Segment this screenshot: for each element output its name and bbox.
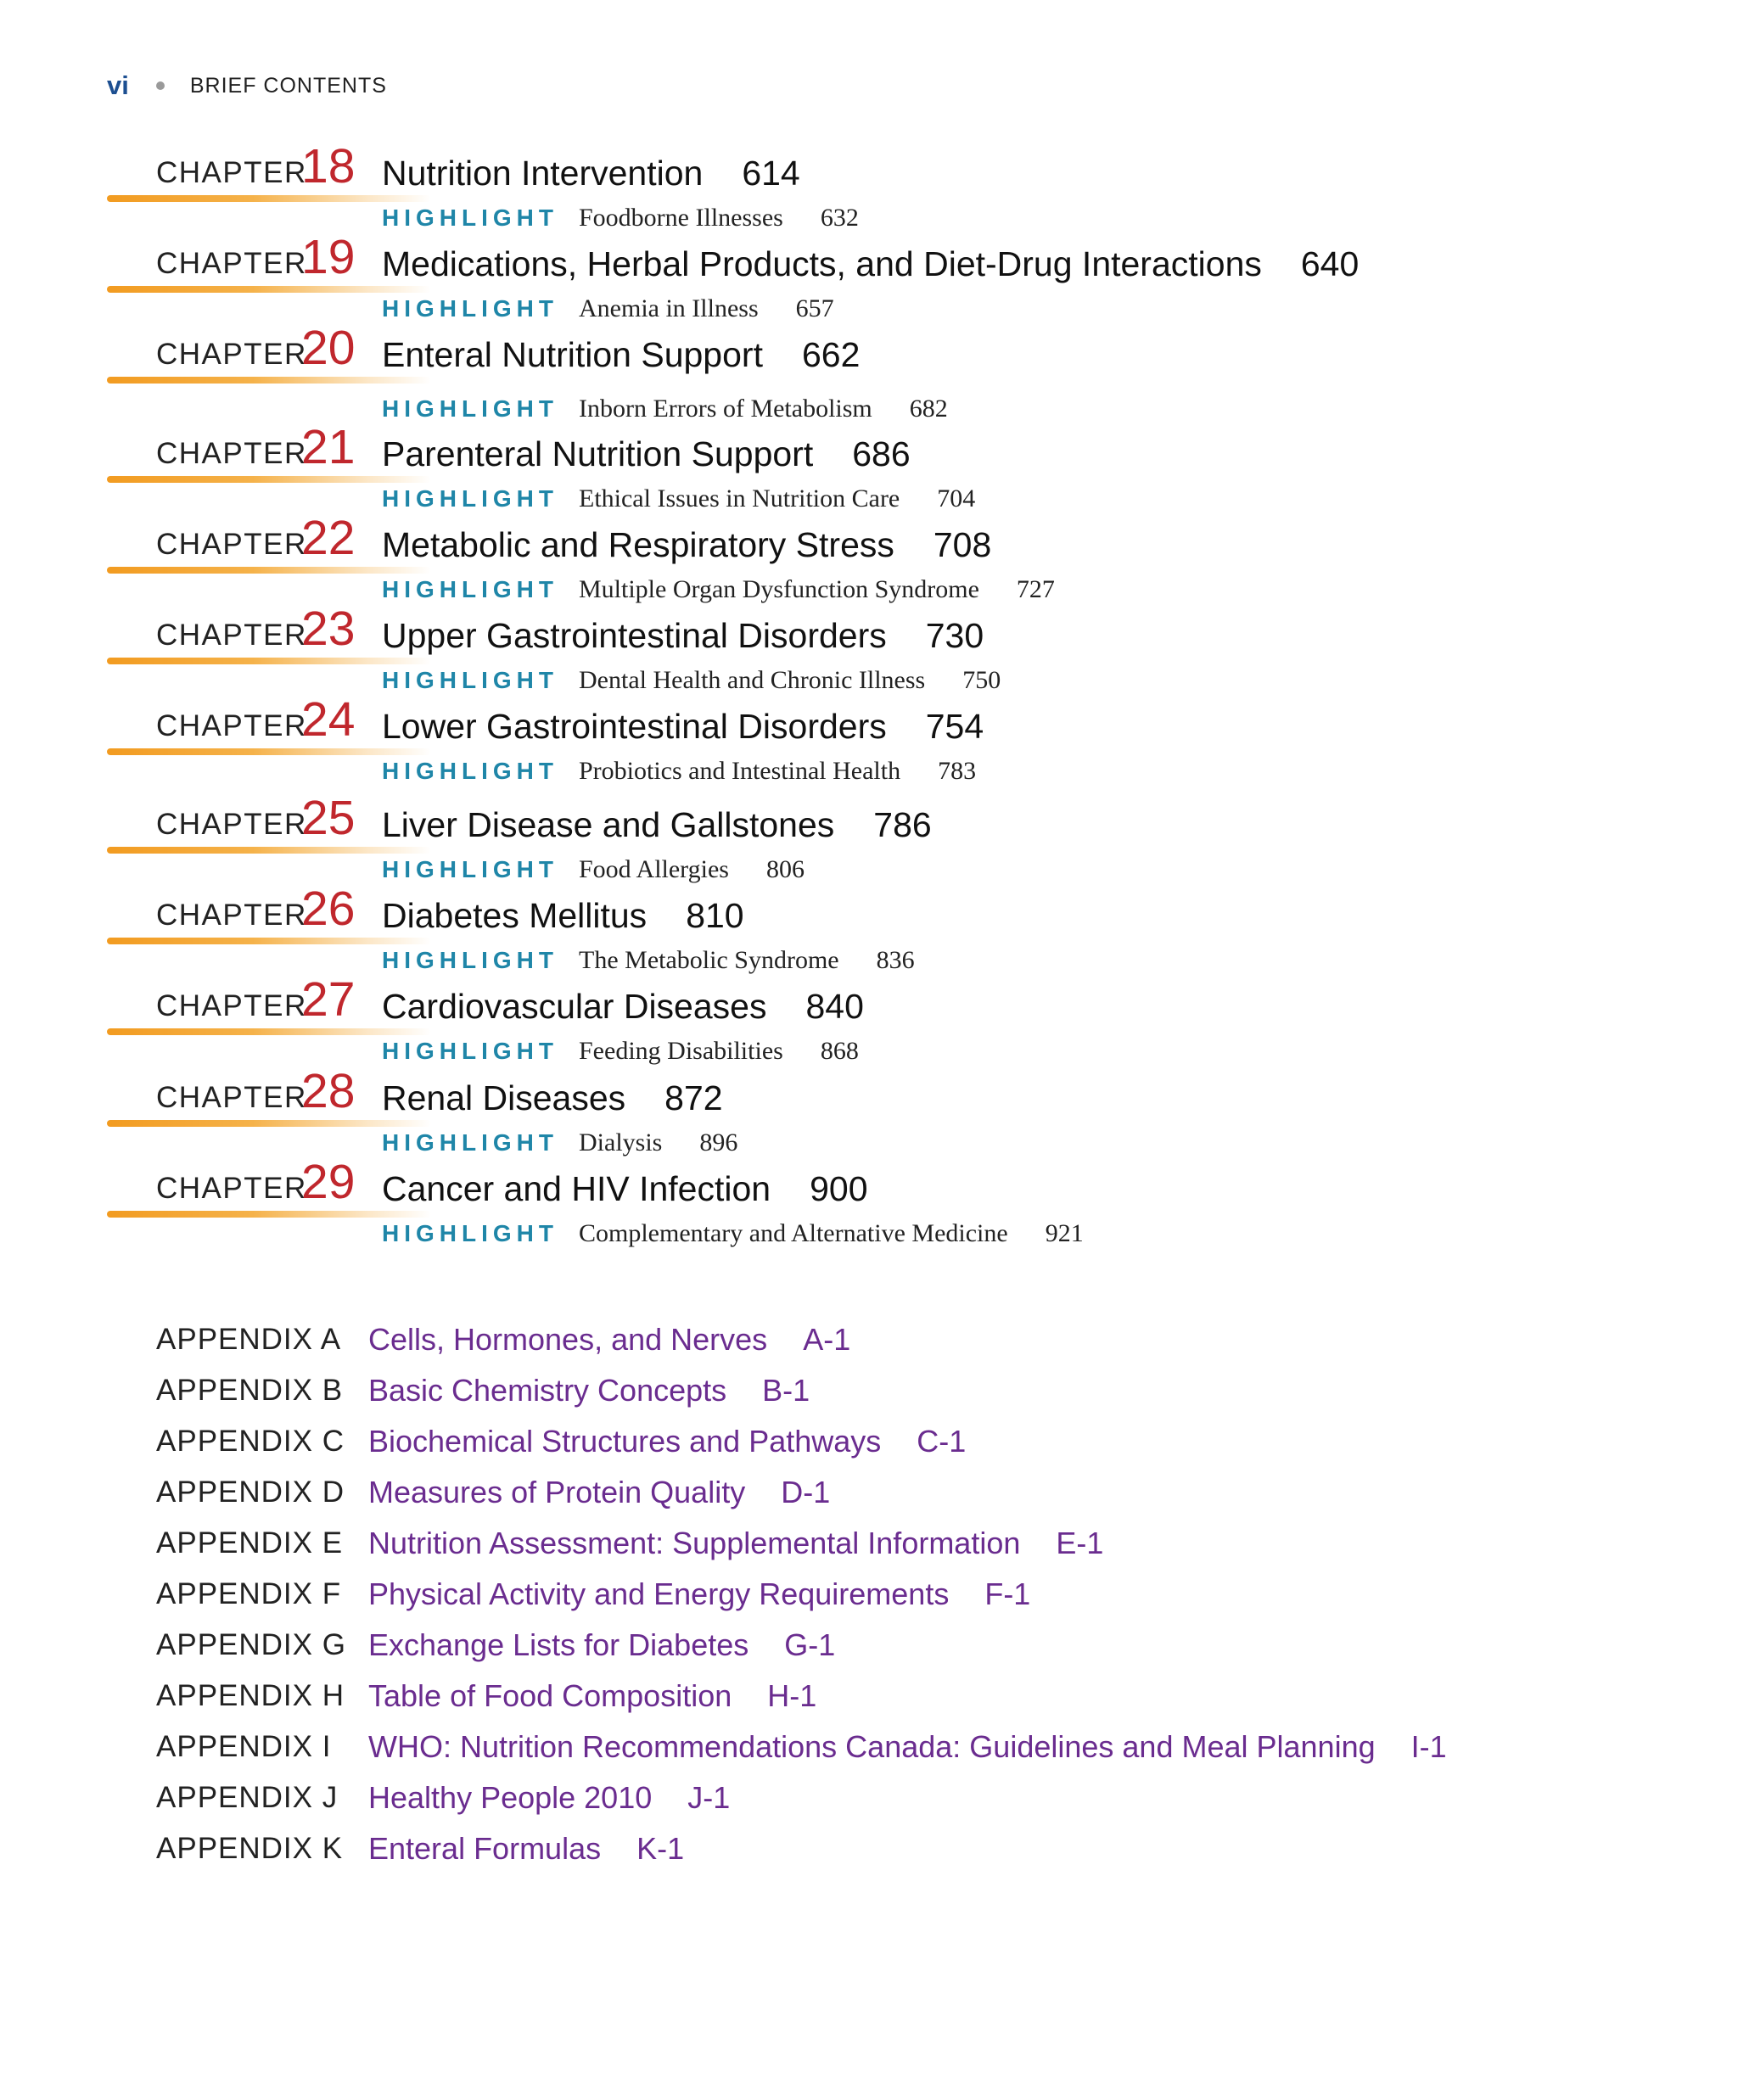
appendix-entry[interactable] (0, 1620, 1738, 1671)
running-head: BRIEF CONTENTS (189, 73, 387, 98)
appendix-label: APPENDIX D (156, 1476, 345, 1509)
chapter-title-line[interactable] (382, 799, 932, 850)
appendix-page: H-1 (767, 1678, 817, 1713)
chapter-label: CHAPTER (156, 899, 307, 932)
highlight-page: 806 (765, 855, 805, 883)
appendix-page: B-1 (762, 1373, 810, 1408)
highlight-title: Dental Health and Chronic Illness (579, 666, 926, 694)
highlight-tag: HIGHLIGHT (382, 295, 558, 322)
chapter-number: 19 (301, 230, 356, 284)
chapter-title: Diabetes Mellitus (382, 896, 648, 935)
chapter-page: 786 (873, 805, 932, 844)
appendix-label: APPENDIX G (156, 1628, 346, 1661)
appendix-entry[interactable] (0, 1772, 1738, 1823)
chapter-rule (107, 377, 431, 384)
chapter-title-line[interactable] (382, 519, 991, 570)
appendix-page: D-1 (781, 1475, 831, 1509)
chapter-title-line[interactable] (382, 701, 984, 752)
appendix-page: F-1 (984, 1576, 1031, 1611)
chapter-label: CHAPTER (156, 808, 307, 841)
chapter-label: CHAPTER (156, 989, 307, 1022)
appendix-label: APPENDIX H (156, 1679, 345, 1712)
page-number: vi (107, 70, 129, 100)
highlight-entry[interactable] (382, 573, 1055, 611)
highlight-title: Dialysis (579, 1128, 663, 1156)
chapter-number: 23 (301, 602, 356, 656)
appendix-label: APPENDIX C (156, 1425, 345, 1458)
appendix-label: APPENDIX J (156, 1781, 339, 1814)
highlight-page: 727 (1016, 575, 1055, 603)
appendix-link[interactable] (368, 1722, 1447, 1772)
chapter-title: Cancer and HIV Infection (382, 1169, 771, 1208)
highlight-entry[interactable] (382, 944, 915, 982)
highlight-page: 682 (909, 395, 948, 423)
appendix-title: Measures of Protein Quality (368, 1475, 746, 1509)
chapter-title-line[interactable] (382, 981, 864, 1032)
highlight-page: 783 (938, 757, 977, 785)
appendix-label: APPENDIX K (156, 1832, 344, 1865)
chapter-number: 28 (301, 1064, 356, 1118)
highlight-tag: HIGHLIGHT (382, 947, 558, 973)
chapter-title: Medications, Herbal Products, and Diet-Drug Interactions (382, 244, 1262, 283)
highlight-title: Feeding Disabilities (579, 1037, 783, 1065)
chapter-page: 640 (1300, 244, 1360, 283)
chapter-number: 27 (301, 972, 356, 1027)
chapter-title-line[interactable] (382, 148, 800, 199)
appendix-entry[interactable] (0, 1671, 1738, 1722)
highlight-title: Multiple Organ Dysfunction Syndrome (579, 575, 979, 603)
highlight-title: Anemia in Illness (579, 294, 759, 322)
highlight-entry[interactable] (382, 392, 948, 430)
appendix-title: Physical Activity and Energy Requirements (368, 1576, 950, 1611)
chapter-title: Upper Gastrointestinal Disorders (382, 616, 887, 655)
chapter-page: 708 (933, 525, 992, 564)
highlight-tag: HIGHLIGHT (382, 667, 558, 693)
highlight-tag: HIGHLIGHT (382, 395, 558, 422)
chapter-label: CHAPTER (156, 1081, 307, 1114)
appendix-title: Healthy People 2010 (368, 1780, 653, 1815)
appendix-title: WHO: Nutrition Recommendations Canada: Guidelines and Meal Planning (368, 1729, 1376, 1764)
highlight-entry[interactable] (382, 1126, 737, 1164)
appendix-title: Enteral Formulas (368, 1831, 602, 1866)
appendix-page: J-1 (687, 1780, 731, 1815)
appendix-label: APPENDIX E (156, 1526, 344, 1560)
chapter-number: 25 (301, 791, 356, 845)
chapter-number: 24 (301, 692, 356, 747)
highlight-tag: HIGHLIGHT (382, 204, 558, 231)
highlight-tag: HIGHLIGHT (382, 758, 558, 784)
chapter-number: 21 (301, 420, 356, 474)
highlight-tag: HIGHLIGHT (382, 1038, 558, 1064)
appendix-label: APPENDIX B (156, 1374, 344, 1407)
highlight-entry[interactable] (382, 1034, 859, 1072)
highlight-title: Complementary and Alternative Medicine (579, 1219, 1008, 1247)
chapter-page: 686 (852, 434, 911, 473)
appendix-title: Biochemical Structures and Pathways (368, 1424, 882, 1459)
chapter-page: 900 (810, 1169, 868, 1208)
chapter-title-line[interactable] (382, 238, 1359, 289)
appendix-entry[interactable] (0, 1569, 1738, 1620)
highlight-page: 921 (1045, 1219, 1084, 1247)
highlight-tag: HIGHLIGHT (382, 485, 558, 512)
highlight-page: 704 (937, 484, 976, 512)
highlight-title: Ethical Issues in Nutrition Care (579, 484, 900, 512)
chapter-page: 872 (664, 1078, 723, 1117)
highlight-title: Foodborne Illnesses (579, 204, 783, 232)
appendix-label: APPENDIX F (156, 1577, 342, 1610)
chapter-label: CHAPTER (156, 156, 307, 189)
appendix-title: Basic Chemistry Concepts (368, 1373, 727, 1408)
appendix-page: E-1 (1056, 1526, 1104, 1560)
chapter-title: Enteral Nutrition Support (382, 335, 763, 374)
highlight-tag: HIGHLIGHT (382, 576, 558, 602)
highlight-entry[interactable] (382, 292, 834, 330)
appendix-title: Table of Food Composition (368, 1678, 732, 1713)
chapter-number: 18 (301, 139, 356, 193)
chapter-label: CHAPTER (156, 437, 307, 470)
appendix-link[interactable] (368, 1671, 816, 1722)
highlight-title: Inborn Errors of Metabolism (579, 395, 872, 423)
chapter-number: 29 (301, 1155, 356, 1209)
chapter-page: 662 (801, 335, 861, 374)
appendix-entry[interactable] (0, 1722, 1738, 1772)
appendix-title: Cells, Hormones, and Nerves (368, 1322, 768, 1357)
appendix-link[interactable] (368, 1620, 835, 1671)
bullet-separator-icon (156, 81, 165, 90)
highlight-page: 896 (699, 1128, 738, 1156)
appendix-link[interactable] (368, 1467, 830, 1518)
chapter-page: 810 (686, 896, 744, 935)
highlight-entry[interactable] (382, 853, 805, 891)
chapter-page: 840 (805, 987, 864, 1026)
chapter-title: Liver Disease and Gallstones (382, 805, 835, 844)
highlight-entry[interactable] (382, 482, 975, 520)
chapter-title-line[interactable] (382, 610, 984, 661)
highlight-page: 632 (820, 204, 859, 232)
chapter-page: 754 (925, 707, 984, 746)
highlight-title: Probiotics and Intestinal Health (579, 757, 901, 785)
appendix-entry[interactable] (0, 1314, 1738, 1365)
chapter-title: Parenteral Nutrition Support (382, 434, 814, 473)
appendix-link[interactable] (368, 1823, 684, 1874)
chapter-label: CHAPTER (156, 1172, 307, 1205)
chapter-title: Nutrition Intervention (382, 154, 704, 193)
highlight-page: 868 (820, 1037, 859, 1065)
chapter-label: CHAPTER (156, 619, 307, 652)
highlight-title: Food Allergies (579, 855, 729, 883)
chapter-title: Renal Diseases (382, 1078, 626, 1117)
highlight-page: 750 (962, 666, 1001, 694)
chapter-number: 20 (301, 321, 356, 375)
highlight-tag: HIGHLIGHT (382, 1129, 558, 1156)
appendix-entry[interactable] (0, 1823, 1738, 1874)
appendix-link[interactable] (368, 1518, 1103, 1569)
highlight-entry[interactable] (382, 201, 859, 239)
highlight-entry[interactable] (382, 1217, 1084, 1255)
chapter-title-line[interactable] (382, 329, 860, 380)
chapter-title: Lower Gastrointestinal Disorders (382, 707, 887, 746)
appendix-title: Exchange Lists for Diabetes (368, 1627, 749, 1662)
highlight-tag: HIGHLIGHT (382, 856, 558, 882)
highlight-entry[interactable] (382, 664, 1001, 702)
chapter-page: 614 (742, 154, 800, 193)
chapter-title-line[interactable] (382, 890, 744, 941)
appendix-link[interactable] (368, 1416, 966, 1467)
appendix-page: G-1 (784, 1627, 836, 1662)
appendix-title: Nutrition Assessment: Supplemental Information (368, 1526, 1021, 1560)
appendix-entry[interactable] (0, 1518, 1738, 1569)
chapter-label: CHAPTER (156, 247, 307, 280)
appendix-page: A-1 (803, 1322, 851, 1357)
appendix-link[interactable] (368, 1314, 850, 1365)
highlight-tag: HIGHLIGHT (382, 1220, 558, 1246)
appendix-entry[interactable] (0, 1467, 1738, 1518)
appendix-link[interactable] (368, 1772, 730, 1823)
appendix-entry[interactable] (0, 1365, 1738, 1416)
highlight-entry[interactable] (382, 754, 976, 792)
appendix-entry[interactable] (0, 1416, 1738, 1467)
chapter-title-line[interactable] (382, 428, 911, 479)
highlight-page: 657 (795, 294, 834, 322)
appendix-label: APPENDIX A (156, 1323, 342, 1356)
page-header (107, 66, 387, 105)
chapter-label: CHAPTER (156, 528, 307, 561)
appendix-page: I-1 (1410, 1729, 1447, 1764)
chapter-title-line[interactable] (382, 1072, 723, 1123)
highlight-title: The Metabolic Syndrome (579, 946, 839, 974)
chapter-title-line[interactable] (382, 1163, 868, 1214)
chapter-label: CHAPTER (156, 709, 307, 742)
appendix-link[interactable] (368, 1365, 810, 1416)
chapter-page: 730 (925, 616, 984, 655)
chapter-number: 26 (301, 882, 356, 936)
chapter-label: CHAPTER (156, 338, 307, 371)
appendix-link[interactable] (368, 1569, 1030, 1620)
appendix-page: K-1 (636, 1831, 685, 1866)
chapter-number: 22 (301, 511, 356, 565)
highlight-page: 836 (876, 946, 915, 974)
appendix-page: C-1 (917, 1424, 967, 1459)
chapter-title: Cardiovascular Diseases (382, 987, 767, 1026)
chapter-title: Metabolic and Respiratory Stress (382, 525, 894, 564)
appendix-label: APPENDIX I (156, 1730, 332, 1763)
